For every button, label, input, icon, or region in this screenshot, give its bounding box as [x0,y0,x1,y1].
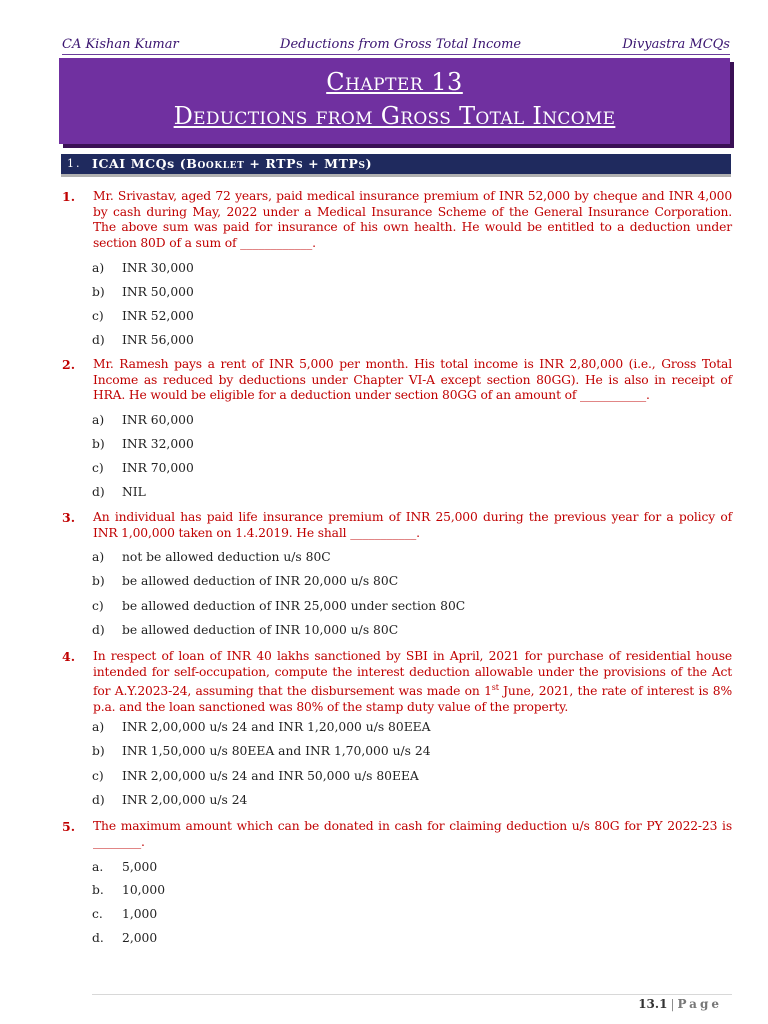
option-text: INR 2,00,000 u/s 24 and INR 1,20,000 u/s 80EEA [122,720,431,734]
question-number: 1. [62,189,76,204]
option-letter: c) [92,769,104,783]
option-letter: d. [92,931,104,945]
question-text: Mr. Ramesh pays a rent of INR 5,000 per month. His total income is INR 2,80,000 (i.e., Gross Total Income as reduced by deductions under Chapter VI-A except section 80GG). He is also in receipt of HRA. He would be eligible for a deduction under section 80GG of an amount of ___________. [93,357,732,402]
question-text-part: In respect of loan of INR 40 lakhs sanctioned by SBI in April, 2021 for purchase of residential house intended for self-occupation, compute the interest deduction allowable under the provisions of the Act for A.Y.2023-24, assuming that the disbursement was made on 1 [93,649,732,699]
option-letter: d) [92,333,105,347]
option-letter: a) [92,550,105,564]
option-b [92,284,692,300]
question-text [93,649,732,715]
option-b [92,573,692,589]
option-text: 1,000 [122,907,158,921]
option-text: not be allowed deduction u/s 80C [122,550,331,564]
option-letter: c. [92,907,103,921]
question-number: 4. [62,649,76,664]
header-author: CA Kishan Kumar [62,37,179,52]
option-c [92,308,692,324]
option-text: NIL [122,485,146,499]
footer-divider [92,994,732,995]
option-text: be allowed deduction of INR 10,000 u/s 80C [122,623,399,637]
ordinal-suffix: st [491,683,499,692]
option-letter: a. [92,860,104,874]
option-a [92,719,692,735]
option-text: 10,000 [122,883,166,897]
option-text: INR 70,000 [122,461,194,475]
option-d [92,332,692,348]
option-a [92,412,692,428]
option-text: 5,000 [122,860,158,874]
page-footer [638,997,722,1011]
option-text: INR 56,000 [122,333,194,347]
question-text: An individual has paid life insurance premium of INR 25,000 during the previous year for a policy of INR 1,00,000 taken on 1.4.2019. He shall ___________. [93,510,732,540]
option-text: INR 2,00,000 u/s 24 and INR 50,000 u/s 80EEA [122,769,419,783]
option-text: INR 60,000 [122,413,194,427]
option-text: INR 52,000 [122,309,194,323]
option-d [92,622,692,638]
page-header [62,28,730,52]
question-text: Mr. Srivastav, aged 72 years, paid medical insurance premium of INR 52,000 by cheque and INR 4,000 by cash during May, 2022 under a Medical Insurance Scheme of the General Insurance Corporation. The above sum was paid for insurance of his own health. He would be entitled to a deduction under section 80D of a sum of ____________. [93,189,732,250]
question-text: The maximum amount which can be donated in cash for claiming deduction u/s 80G for PY 2022-23 is ________. [93,819,732,849]
question-number: 3. [62,510,76,525]
option-d [92,930,692,946]
option-letter: a) [92,413,105,427]
option-letter: d) [92,623,105,637]
option-d [92,484,692,500]
option-letter: a) [92,720,105,734]
option-letter: d) [92,485,105,499]
option-letter: b) [92,437,105,451]
page-number: 13.1 [638,997,668,1011]
option-text: INR 30,000 [122,261,194,275]
option-letter: b) [92,574,105,588]
option-letter: a) [92,261,105,275]
question-number: 2. [62,357,76,372]
page-label: Page [677,997,722,1011]
option-text: INR 2,00,000 u/s 24 [122,793,248,807]
question-text-part: June, 2021, the rate of interest is 8% p.a. and the loan sanctioned was 80% of the stamp duty value of the property. [93,684,732,714]
question-number: 5. [62,819,76,834]
option-c [92,460,692,476]
option-c [92,768,692,784]
option-text: INR 1,50,000 u/s 80EEA and INR 1,70,000 u/s 24 [122,744,431,758]
header-book-name: Divyastra MCQs [622,37,730,52]
header-divider [62,54,730,55]
section-title [92,154,372,174]
section-title-main: ICAI MCQs [92,156,175,171]
section-title-paren: (Booklet + RTPs + MTPs) [179,156,373,171]
option-letter: d) [92,793,105,807]
option-letter: b) [92,285,105,299]
option-letter: c) [92,461,104,475]
option-letter: b) [92,744,105,758]
option-letter: c) [92,599,104,613]
chapter-title-box [59,58,730,144]
option-letter: c) [92,309,104,323]
option-b [92,436,692,452]
chapter-title: Chapter 13 [326,68,463,96]
option-b [92,882,692,898]
option-text: INR 50,000 [122,285,194,299]
section-heading [61,154,731,177]
option-text: 2,000 [122,931,158,945]
option-b [92,743,692,759]
header-chapter-name: Deductions from Gross Total Income [280,37,522,52]
section-number: 1. [67,157,82,170]
option-text: be allowed deduction of INR 20,000 u/s 80C [122,574,399,588]
option-letter: b. [92,883,104,897]
option-a [92,260,692,276]
option-a [92,859,692,875]
option-c [92,906,692,922]
footer-separator: | [670,997,675,1011]
option-text: INR 32,000 [122,437,194,451]
chapter-subtitle: Deductions from Gross Total Income [173,102,616,130]
option-d [92,792,692,808]
option-c [92,598,692,614]
option-a [92,549,692,565]
option-text: be allowed deduction of INR 25,000 under section 80C [122,599,466,613]
